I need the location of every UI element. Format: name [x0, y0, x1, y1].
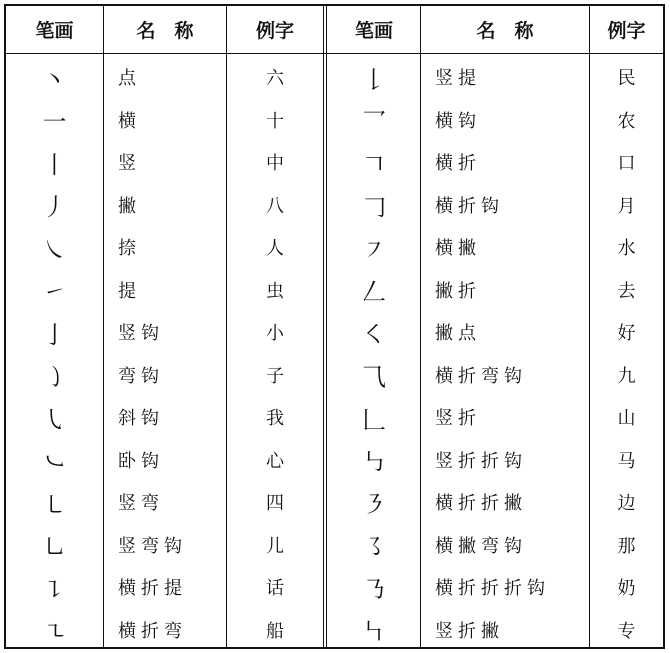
- example-char: 山: [617, 408, 636, 430]
- example-char: 八: [266, 195, 284, 217]
- example-char: 小: [266, 323, 284, 345]
- example-char: 十: [266, 110, 284, 132]
- stroke-name: 横折提: [118, 578, 187, 600]
- example-char: 船: [266, 620, 284, 642]
- stroke-glyph: 丶: [42, 65, 67, 94]
- example-char: 专: [617, 620, 636, 642]
- table-row: [6, 481, 663, 524]
- stroke-name: 竖提: [435, 68, 481, 90]
- stroke-glyph: 𠃍: [362, 150, 386, 179]
- stroke-glyph: ㇛: [362, 320, 386, 349]
- table-row: [6, 311, 663, 354]
- table-row: [6, 396, 663, 439]
- example-char: 九: [617, 365, 636, 387]
- stroke-glyph: 亅: [42, 320, 67, 349]
- stroke-name: 竖折撇: [435, 620, 504, 642]
- example-char: 边: [617, 493, 636, 515]
- stroke-name: 横撇弯钩: [435, 535, 527, 557]
- table-row: [6, 439, 663, 482]
- example-char: 月: [617, 195, 636, 217]
- stroke-name: 横折钩: [435, 195, 504, 217]
- stroke-glyph: 𠄌: [362, 65, 386, 94]
- table-row: [6, 609, 663, 652]
- stroke-glyph: ㇟: [42, 533, 67, 562]
- table-row: [6, 99, 663, 142]
- stroke-glyph: ㇀: [42, 278, 67, 307]
- stroke-table: [4, 4, 665, 649]
- stroke-glyph: 一: [42, 108, 67, 137]
- stroke-name: 撇点: [435, 323, 481, 345]
- header-stroke-left: 笔画: [35, 20, 74, 42]
- stroke-glyph: ⺄: [362, 363, 386, 392]
- stroke-name: 捺: [118, 238, 141, 260]
- stroke-name: 斜钩: [118, 408, 164, 430]
- stroke-name: 撇折: [435, 280, 481, 302]
- stroke-glyph: ㇊: [42, 575, 67, 604]
- header-divider: [6, 53, 663, 54]
- stroke-glyph: ㇃: [42, 448, 67, 477]
- stroke-name: 竖弯钩: [118, 535, 187, 557]
- stroke-glyph: ㇁: [42, 363, 67, 392]
- table-row: [6, 184, 663, 227]
- example-char: 马: [617, 450, 636, 472]
- header-name-left: 名 称: [136, 20, 194, 42]
- example-char: 话: [266, 578, 284, 600]
- example-char: 民: [617, 68, 636, 90]
- stroke-name: 横撇: [435, 238, 481, 260]
- header-name-right: 名 称: [476, 20, 534, 42]
- header-example-right: 例字: [607, 20, 646, 42]
- stroke-name: 横折折撇: [435, 493, 527, 515]
- example-char: 奶: [617, 578, 636, 600]
- stroke-glyph: 𠃋: [362, 278, 386, 307]
- example-char: 四: [266, 493, 284, 515]
- stroke-glyph: ㇡: [362, 575, 386, 604]
- table-row: [6, 269, 663, 312]
- example-char: 虫: [266, 280, 284, 302]
- table-row: [6, 354, 663, 397]
- example-char: 心: [266, 450, 284, 472]
- stroke-name: 竖折折钩: [435, 450, 527, 472]
- stroke-glyph: 丨: [42, 150, 67, 179]
- stroke-glyph: ㇄: [42, 490, 67, 519]
- stroke-glyph: ㇏: [42, 235, 67, 264]
- stroke-glyph: 𠃊: [362, 405, 386, 434]
- example-char: 去: [617, 280, 636, 302]
- example-char: 六: [266, 68, 284, 90]
- stroke-glyph: 乛: [362, 108, 386, 137]
- example-char: 我: [266, 408, 284, 430]
- stroke-name: 撇: [118, 195, 141, 217]
- stroke-glyph: ㇇: [362, 235, 386, 264]
- stroke-name: 横折折折钩: [435, 578, 550, 600]
- example-char: 人: [266, 238, 284, 260]
- table-row: [6, 141, 663, 184]
- example-char: 儿: [266, 535, 284, 557]
- stroke-glyph: ㇉: [362, 448, 386, 477]
- stroke-name: 横钩: [435, 110, 481, 132]
- stroke-glyph: ㇍: [42, 618, 67, 647]
- stroke-glyph: ㇌: [362, 533, 386, 562]
- header-stroke-right: 笔画: [354, 20, 393, 42]
- stroke-glyph: 𠃌: [362, 193, 386, 222]
- table-row: [6, 56, 663, 99]
- stroke-name: 卧钩: [118, 450, 164, 472]
- stroke-glyph: ㇞: [362, 618, 386, 647]
- stroke-name: 横折弯: [118, 620, 187, 642]
- example-char: 中: [266, 153, 284, 175]
- example-char: 农: [617, 110, 636, 132]
- stroke-glyph: ㇋: [362, 490, 386, 519]
- example-char: 子: [266, 365, 284, 387]
- stroke-name: 横折: [435, 153, 481, 175]
- table-row: [6, 524, 663, 567]
- example-char: 口: [617, 153, 636, 175]
- example-char: 水: [617, 238, 636, 260]
- stroke-name: 横: [118, 110, 141, 132]
- stroke-glyph: ㇂: [42, 405, 67, 434]
- header-example-left: 例字: [255, 20, 294, 42]
- stroke-name: 竖弯: [118, 493, 164, 515]
- stroke-name: 竖钩: [118, 323, 164, 345]
- table-row: [6, 566, 663, 609]
- stroke-name: 竖折: [435, 408, 481, 430]
- example-char: 好: [617, 323, 636, 345]
- table-row: [6, 226, 663, 269]
- stroke-name: 竖: [118, 153, 141, 175]
- stroke-name: 弯钩: [118, 365, 164, 387]
- stroke-name: 横折弯钩: [435, 365, 527, 387]
- stroke-glyph: 丿: [42, 193, 67, 222]
- stroke-name: 提: [118, 280, 141, 302]
- stroke-name: 点: [118, 68, 141, 90]
- example-char: 那: [617, 535, 636, 557]
